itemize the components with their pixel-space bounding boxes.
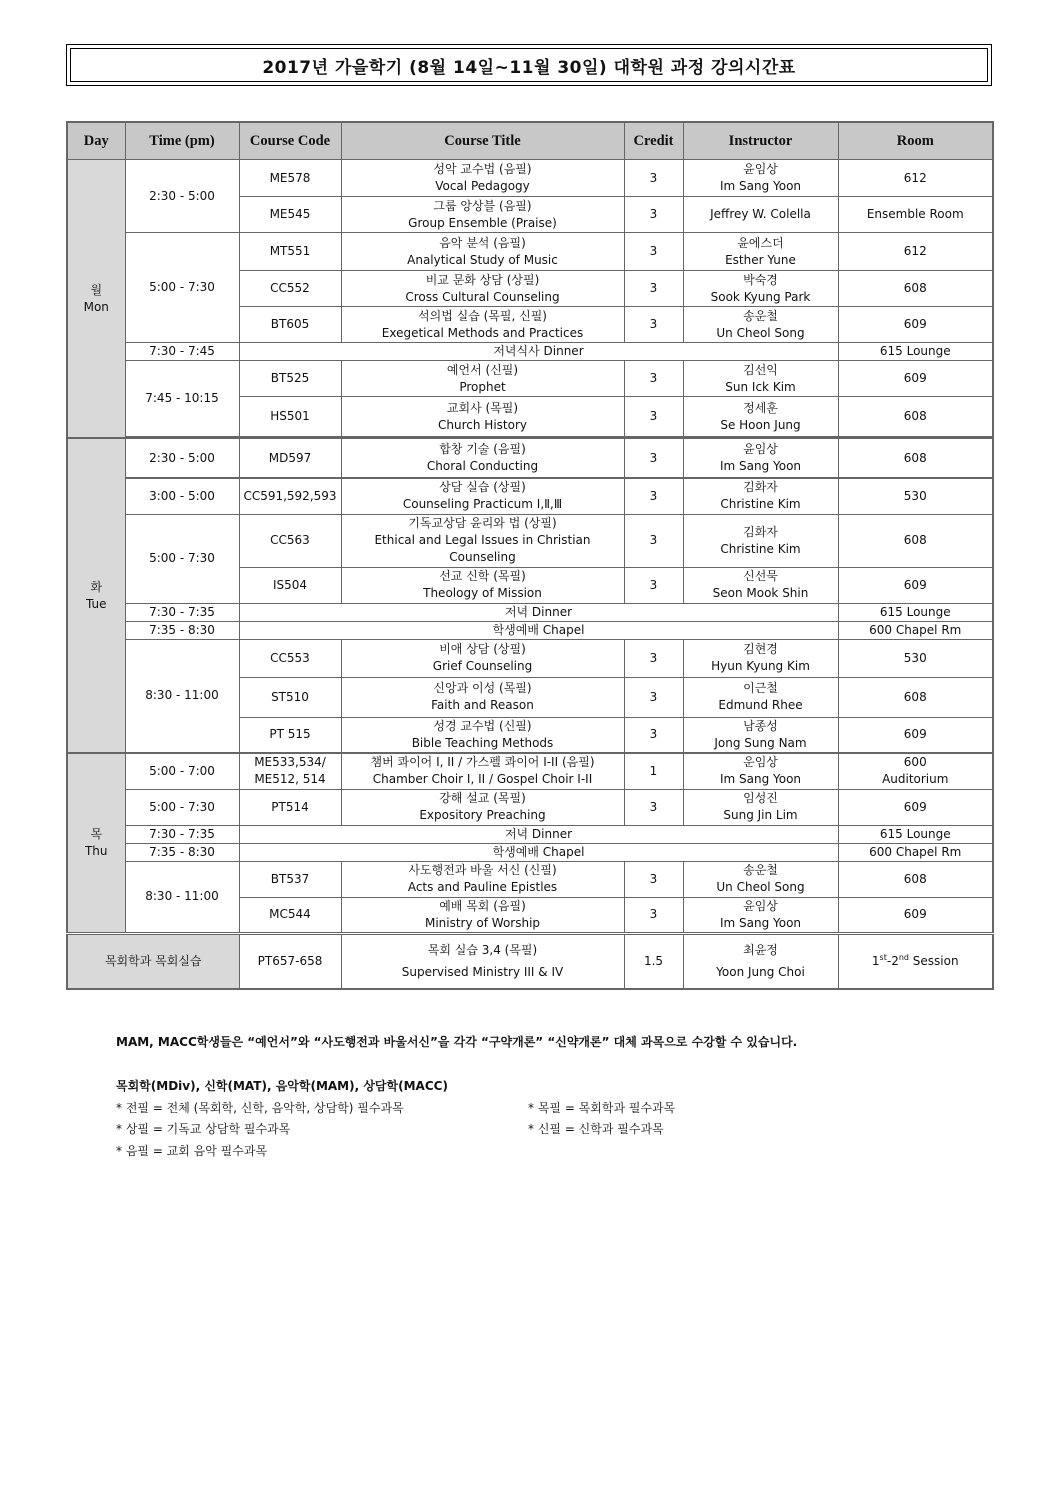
room: 608 [838,271,993,307]
legend-item: * 목필 = 목회학과 필수과목 [528,1101,676,1115]
credit: 3 [624,897,683,933]
instructor [683,271,838,307]
title-ko: 사도행전과 바울 서신 (신필) [408,863,557,877]
room: 530 [838,478,993,514]
title-en-1: Ethical and Legal Issues in Christian [374,533,591,547]
break-label: 학생예배 Chapel [239,843,838,861]
credit: 3 [624,197,683,233]
title-en: Prophet [459,379,506,394]
time-cell: 5:00 - 7:30 [125,233,239,343]
course-title [341,307,624,343]
instructor-ko: 신선묵 [743,569,778,583]
header-time: Time (pm) [125,122,239,160]
time-cell: 5:00 - 7:30 [125,514,239,603]
header-instructor: Instructor [683,122,838,160]
day-en: Tue [86,596,107,611]
title-en: Acts and Pauline Epistles [407,880,558,894]
break-label: 저녁 Dinner [239,603,838,621]
credit: 3 [624,361,683,397]
programs-note: 목회학(MDiv), 신학(MAT), 음악학(MAM), 상담학(MACC) [116,1079,448,1093]
course-title [341,438,624,478]
page-title: 2017년 가을학기 (8월 14일~11월 30일) 대학원 과정 강의시간표 [70,48,988,82]
room-part: Session [908,953,959,968]
code-line-2: ME512, 514 [254,772,326,787]
instructor [683,639,838,677]
header-title: Course Title [341,122,624,160]
credit: 3 [624,271,683,307]
instructor-en: Se Hoon Jung [720,417,801,432]
time-cell: 7:45 - 10:15 [125,361,239,437]
instructor-en: Christine Kim [720,497,801,512]
legend-item: * 신필 = 신학과 필수과목 [528,1122,664,1136]
table-row [67,789,993,825]
day-cell-thu [67,753,125,933]
day-cell-mon [67,160,125,439]
course-code: CC552 [239,271,341,307]
room: 609 [838,307,993,343]
table-row [67,621,993,639]
room [838,753,993,789]
room: Ensemble Room [838,197,993,233]
instructor [683,753,838,789]
course-code: PT514 [239,789,341,825]
instructor-en: Sook Kyung Park [710,289,811,304]
course-code: CC563 [239,514,341,567]
course-code: IS504 [239,567,341,603]
header-credit: Credit [624,122,683,160]
course-code: ME578 [239,160,341,197]
table-row [67,438,993,478]
break-label: 저녁식사 Dinner [239,343,838,361]
instructor-ko: 송운철 [743,308,778,323]
course-title [341,789,624,825]
title-ko: 합창 기술 (음필) [439,442,526,456]
credit: 3 [624,639,683,677]
room: 615 Lounge [838,825,993,843]
room: 609 [838,897,993,933]
credit: 3 [624,861,683,897]
instructor-en: Im Sang Yoon [719,915,802,930]
instructor [683,567,838,603]
course-title [341,197,624,233]
title-en: Ministry of Worship [424,915,541,930]
title-en: Counseling Practicum Ⅰ,Ⅱ,Ⅲ [402,497,563,512]
course-title [341,861,624,897]
day-cell-tue [67,438,125,753]
instructor-en: Sun Ick Kim [725,379,796,394]
time-cell: 2:30 - 5:00 [125,438,239,478]
legend-item: * 음필 = 교회 음악 필수과목 [116,1144,268,1158]
instructor-ko: 이근철 [743,681,778,695]
room-part: 1 [871,953,880,968]
title-en: Vocal Pedagogy [435,179,530,193]
room [838,933,993,989]
instructor-ko: 남종성 [743,718,778,733]
title-ko: 목회 실습 3,4 (목필) [427,943,538,958]
room: 530 [838,639,993,677]
title-ko: 신앙과 이성 (목필) [433,681,532,695]
instructor-ko: 박숙경 [743,272,778,287]
day-ko: 화 [90,579,103,594]
course-code: MD597 [239,438,341,478]
table-row [67,361,993,397]
course-title [341,639,624,677]
credit: 1.5 [624,933,683,989]
title-ko: 예언서 (신필) [446,362,519,377]
substitution-note: MAM, MACC학생들은 “예언서”와 “사도행전과 바울서신”을 각각 “구약개론” “신약개론” 대체 과목으로 수강할 수 있습니다. [116,1035,798,1049]
title-ko: 석의법 실습 (목필, 신필) [418,308,547,323]
time-cell: 5:00 - 7:00 [125,753,239,789]
room-part: -2 [886,953,899,968]
course-code [239,753,341,789]
time-cell: 7:35 - 8:30 [125,843,239,861]
table-row [67,603,993,621]
schedule-table [66,121,994,990]
course-title [341,271,624,307]
room-line-2: Auditorium [882,772,949,787]
break-label: 학생예배 Chapel [239,621,838,639]
instructor [683,789,838,825]
title-ko: 비교 문화 상담 (상필) [425,272,540,287]
credit: 3 [624,789,683,825]
day-ko: 목 [90,826,103,841]
title-ko: 예배 목회 (음필) [439,898,526,913]
instructor-en: Un Cheol Song [716,325,805,340]
instructor [683,861,838,897]
title-en: Chamber Choir I, II / Gospel Choir I-II [372,772,593,787]
instructor-ko: 윤임상 [743,442,778,456]
instructor-en: Christine Kim [720,541,801,556]
instructor-ko: 김화자 [743,480,778,495]
title-en: Church History [438,417,527,432]
break-label: 저녁 Dinner [239,825,838,843]
instructor-ko: 윤에스더 [737,235,784,250]
title-ko: 음악 분석 (음필) [439,235,526,250]
room: 608 [838,397,993,437]
header-row [67,122,993,160]
instructor [683,361,838,397]
title-ko: 챔버 콰이어 I, II / 가스펠 콰이어 I-II (음필) [370,755,595,770]
room: 615 Lounge [838,603,993,621]
course-code: CC591,592,593 [239,478,341,514]
credit: 3 [624,717,683,753]
time-cell: 7:30 - 7:35 [125,603,239,621]
legend-item: * 상필 = 기독교 상담학 필수과목 [116,1122,291,1136]
table-row [67,861,993,897]
instructor-en: Edmund Rhee [718,698,803,712]
table-row [67,933,993,989]
instructor [683,933,838,989]
credit: 3 [624,478,683,514]
code-line-1: ME533,534/ [254,755,326,770]
instructor-ko: 정세훈 [743,400,778,415]
header-day: Day [67,122,125,160]
course-title [341,361,624,397]
instructor-ko: 운임상 [743,755,778,770]
instructor-ko: 김화자 [743,524,778,539]
instructor [683,478,838,514]
room-sup: nd [898,952,909,962]
title-en: Faith and Reason [431,698,534,712]
room: 608 [838,514,993,567]
time-cell: 5:00 - 7:30 [125,789,239,825]
course-title [341,233,624,271]
course-title [341,933,624,989]
instructor [683,160,838,197]
title-box [66,44,992,86]
title-ko: 비애 상담 (상필) [439,642,526,656]
room: 608 [838,677,993,717]
time-cell: 3:00 - 5:00 [125,478,239,514]
room: 612 [838,160,993,197]
course-title [341,160,624,197]
room: 600 Chapel Rm [838,621,993,639]
instructor [683,514,838,567]
legend-item: * 전필 = 전체 (목회학, 신학, 음악학, 상담학) 필수과목 [116,1101,404,1115]
credit: 3 [624,397,683,437]
title-ko: 그룹 앙상블 (음필) [433,198,532,213]
course-title [341,677,624,717]
room: 600 Chapel Rm [838,843,993,861]
table-row [67,753,993,789]
course-title [341,567,624,603]
instructor-en: Jong Sung Nam [714,735,807,750]
table-row [67,843,993,861]
instructor: Jeffrey W. Colella [683,197,838,233]
time-cell: 8:30 - 11:00 [125,861,239,933]
credit: 3 [624,567,683,603]
instructor-en: Un Cheol Song [716,880,805,894]
room: 609 [838,567,993,603]
instructor-en: Esther Yune [725,252,796,267]
header-code: Course Code [239,122,341,160]
instructor-en: Im Sang Yoon [719,772,802,787]
credit: 3 [624,514,683,567]
credit: 3 [624,160,683,197]
course-title [341,753,624,789]
title-ko: 강해 설교 (목필) [439,791,526,805]
instructor [683,677,838,717]
room-sup: st [879,952,887,962]
course-code: CC553 [239,639,341,677]
table-row [67,343,993,361]
course-code: BT525 [239,361,341,397]
room: 608 [838,861,993,897]
instructor-en: Im Sang Yoon [719,179,802,193]
day-en: Thu [84,843,108,858]
table-row [67,514,993,567]
instructor-en: Yoon Jung Choi [716,965,805,980]
instructor [683,438,838,478]
course-code: ST510 [239,677,341,717]
title-en: Expository Preaching [419,808,546,822]
course-code: BT605 [239,307,341,343]
table-row [67,233,993,271]
title-ko: 상담 실습 (상필) [439,480,526,495]
time-cell: 2:30 - 5:00 [125,160,239,233]
time-cell: 7:35 - 8:30 [125,621,239,639]
time-cell: 8:30 - 11:00 [125,639,239,753]
room: 615 Lounge [838,343,993,361]
title-en: Analytical Study of Music [407,252,558,267]
day-ko: 월 [90,282,103,297]
instructor [683,233,838,271]
title-en-2: Counseling [449,550,516,564]
credit: 3 [624,233,683,271]
instructor-ko: 송운철 [743,863,778,877]
day-en: Mon [83,299,109,314]
time-cell: 7:30 - 7:45 [125,343,239,361]
course-code: PT 515 [239,717,341,753]
course-code: MC544 [239,897,341,933]
title-en: Supervised Ministry III & IV [401,965,564,980]
room: 612 [838,233,993,271]
title-en: Bible Teaching Methods [411,735,554,750]
ministry-label: 목회학과 목회실습 [67,933,239,989]
instructor-en: Hyun Kyung Kim [711,659,810,673]
instructor-ko: 임성진 [743,791,778,805]
course-title [341,897,624,933]
course-code: HS501 [239,397,341,437]
instructor-en: Sung Jin Lim [723,808,798,822]
title-en: Group Ensemble (Praise) [408,215,557,230]
title-en: Choral Conducting [426,459,539,473]
instructor-ko: 김선익 [743,362,778,377]
credit: 1 [624,753,683,789]
instructor [683,397,838,437]
course-title [341,514,624,567]
course-code: ME545 [239,197,341,233]
title-en: Cross Cultural Counseling [405,289,560,304]
room-line-1: 600 [903,755,927,770]
course-code: MT551 [239,233,341,271]
instructor-en: Im Sang Yoon [719,459,802,473]
title-en: Theology of Mission [423,586,542,600]
instructor-ko: 윤임상 [743,898,778,913]
table-row [67,160,993,197]
instructor-ko: 김현경 [743,642,778,656]
title-ko: 성경 교수법 (신필) [433,718,532,733]
course-title [341,397,624,437]
room: 609 [838,361,993,397]
instructor [683,897,838,933]
title-en: Exegetical Methods and Practices [381,325,584,340]
instructor [683,307,838,343]
title-ko: 기독교상담 윤리와 법 (상필) [408,516,557,530]
table-row [67,639,993,677]
credit: 3 [624,438,683,478]
room: 609 [838,717,993,753]
room: 609 [838,789,993,825]
time-cell: 7:30 - 7:35 [125,825,239,843]
table-row [67,825,993,843]
title-ko: 교회사 (목필) [446,400,519,415]
instructor-ko: 윤임상 [743,162,778,176]
instructor-en: Seon Mook Shin [712,586,809,600]
course-code: PT657-658 [239,933,341,989]
course-title [341,478,624,514]
instructor [683,717,838,753]
instructor-ko: 최윤정 [743,943,778,958]
credit: 3 [624,307,683,343]
title-ko: 선교 신학 (목필) [439,569,526,583]
course-code: BT537 [239,861,341,897]
table-row [67,478,993,514]
room: 608 [838,438,993,478]
header-room: Room [838,122,993,160]
title-en: Grief Counseling [432,659,533,673]
credit: 3 [624,677,683,717]
title-ko: 성악 교수법 (음필) [433,162,532,176]
course-title [341,717,624,753]
